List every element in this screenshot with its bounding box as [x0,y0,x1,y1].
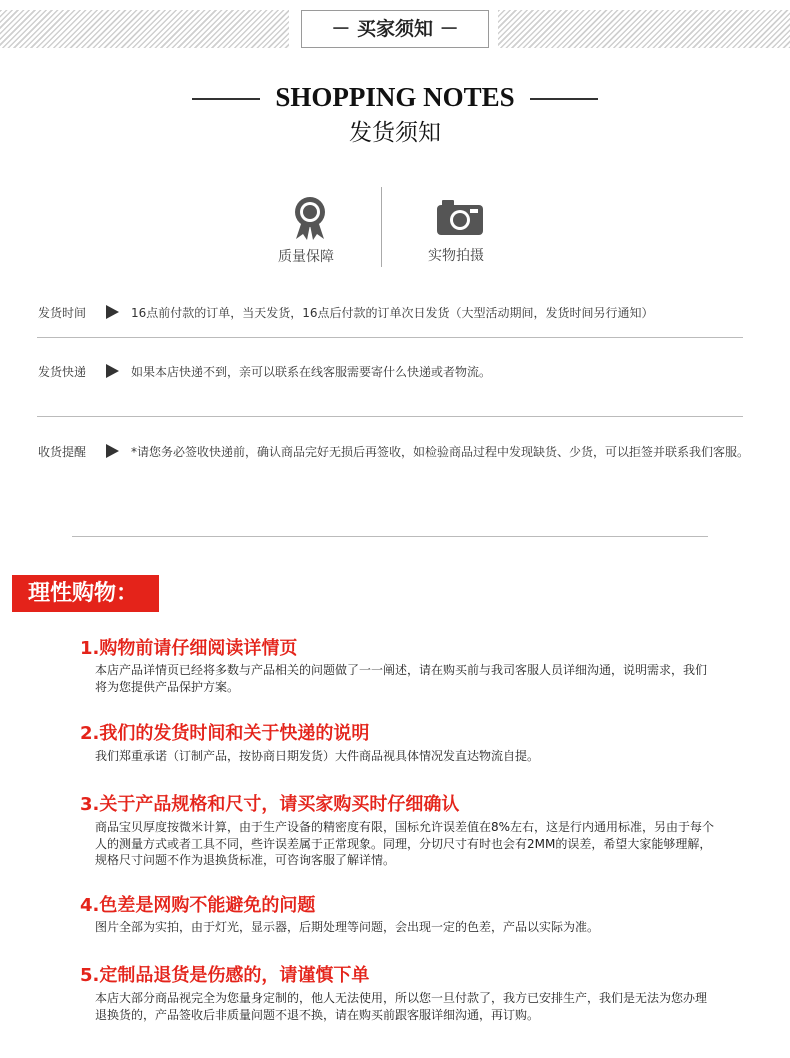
real-photo-label: 实物拍摄 [428,248,484,264]
feature-divider [381,187,382,267]
row-divider [37,337,743,338]
section-heading: 2.我们的发货时间和关于快递的说明 [80,723,370,744]
section-body: 本店产品详情页已经将多数与产品相关的问题做了一一阐述，请在购买前与我司客服人员详细沟通，说明需求，我们将为您提供产品保护方案。 [95,663,708,694]
row-label: 发货时间 [38,306,87,320]
section-heading: 4.色差是网购不能避免的问题 [80,895,316,916]
section-body: 商品宝贝厚度按微米计算，由于生产设备的精密度有限，国标允许误差值在8%左右，这是行内通用标准，另由于每个人的测量方式或者工具不同，些许误差属于正常现象。同理，分切尺寸有时也会有2MM的误差，希望大家能够理解，规格尺寸问题不作为退换货标准，可咨询客服了解详情。 [95,820,715,867]
section-body: 本店大部分商品视完全为您量身定制的，他人无法使用，所以您一旦付款了，我方已安排生产，我们是无法为您办理退换货的，产品签收后非质量问题不退不换，请在购买前跟客服详细沟通，再订购。 [95,991,708,1022]
section-body: 我们郑重承诺（订制产品，按协商日期发货）大件商品视具体情况发直达物流自提。 [95,749,540,763]
row-text: 如果本店快递不到，亲可以联系在线客服需要寄什么快递或者物流。 [131,365,492,379]
header-hatch-right [498,10,790,48]
section-heading: 3.关于产品规格和尺寸，请买家购买时仔细确认 [80,794,460,815]
row-label: 收货提醒 [38,445,87,459]
shopping-notes-title: SHOPPING NOTES [275,82,515,112]
arrow-right-icon [106,444,119,458]
row-text: 16点前付款的订单，当天发货，16点后付款的订单次日发货（大型活动期间，发货时间另行通知） [131,306,654,320]
award-ribbon-icon [290,195,330,241]
quality-guarantee-label: 质量保障 [278,249,334,265]
row-label: 发货快递 [38,365,87,379]
page-title: － 买家须知 － [301,10,489,48]
rational-shopping-banner: 理性购物： [12,575,159,612]
shipping-notes-subtitle: 发货须知 [349,120,441,146]
arrow-right-icon [106,305,119,319]
camera-icon [436,198,484,236]
arrow-right-icon [106,364,119,378]
row-divider [37,416,743,417]
header-hatch-left [0,10,289,48]
section-body: 图片全部为实拍，由于灯光，显示器，后期处理等问题，会出现一定的色差，产品以实际为准。 [95,920,600,934]
row-text: *请您务必签收快递前，确认商品完好无损后再签收，如检验商品过程中发现缺货、少货，可以拒签并联系我们客服。 [131,445,750,459]
section-divider [72,536,708,537]
section-heading: 1.购物前请仔细阅读详情页 [80,638,298,659]
section-heading: 5.定制品退货是伤感的，请谨慎下单 [80,965,370,986]
